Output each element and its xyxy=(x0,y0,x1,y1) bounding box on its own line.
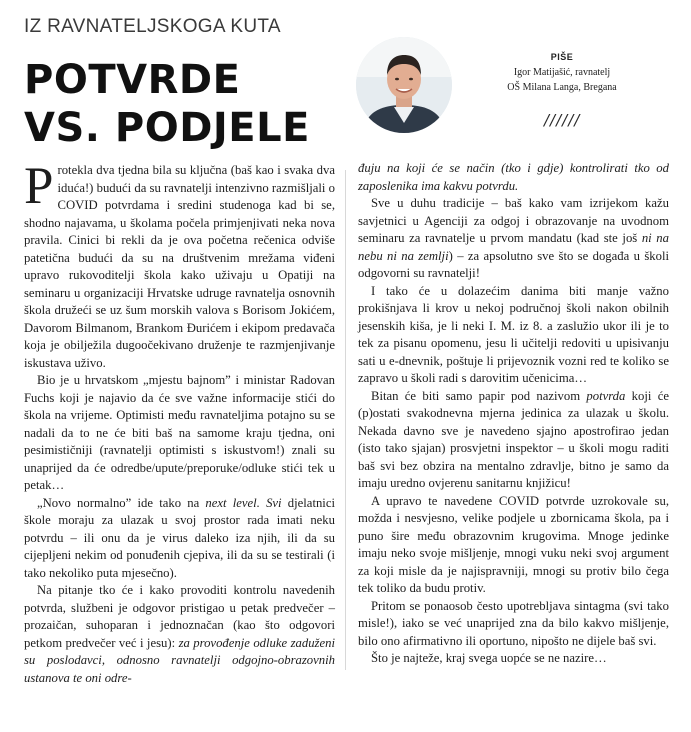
paragraph-text: Na pitanje tko će i kako provoditi kontrolu navedenih potvrda, službeni je odgovor pristigao u petak predvečer – prozaičan, suhoparan i jednoznačan (kao što odgovori petkom predvečer već i jesu): xyxy=(24,583,335,650)
column-divider xyxy=(345,170,346,670)
article-paragraph xyxy=(358,160,669,195)
article-paragraph xyxy=(24,582,335,687)
headline-line-2: VS. PODJELE xyxy=(24,105,310,151)
paragraph-text: ) – za apsolutno sve što se događa u školi odgovorni su ravnatelji! xyxy=(358,248,669,280)
article-column-left xyxy=(24,157,335,687)
emphasis-text: za provođenje odluke zaduženi su poslodavci, odnosno ravnatelji odgojno-obrazovnih ustanova te oni odre- xyxy=(24,635,335,685)
emphasis-text: potvrda xyxy=(586,388,626,403)
drop-cap: P xyxy=(24,157,54,215)
article-paragraph xyxy=(358,195,669,283)
paragraph-text: Bitan će biti samo papir pod nazivom xyxy=(371,388,587,403)
article-paragraph xyxy=(24,495,335,583)
byline-school: OŠ Milana Langa, Bregana xyxy=(507,82,617,93)
headline xyxy=(24,56,310,152)
article-paragraph: Što je najteže, kraj svega uopće se ne nazire… xyxy=(371,651,607,665)
headline-line-1: POTVRDE xyxy=(24,57,241,103)
article-column-right xyxy=(358,160,669,668)
article-paragraph: A upravo te navedene COVID potvrde uzrokovale su, možda i nesvjesno, velike podjele u zbornicama škola, pa i puno šire među obrazovnim krugovima. Mnoge jedinke imaju neko svoje mišljenje, mnogi vuku neki svoj argument za koji misle da je najispravniji, mnogi su protiv bilo čega tek toliko da budu protiv. xyxy=(358,493,669,595)
decorative-slashes: ////// xyxy=(544,111,581,129)
paragraph-text: rotekla dva tjedna bila su ključna (baš kao i svaka dva iduća!) budući da su ravnatelji intenzivno razmišljali o COVID potvrdama i sredini studenoga kad bi se, shodno najavama, u školama počela primjenjivati neka nova pravila. Cinici bi rekli da je ova početna rečenica odviše patetična budući da su na društvenim mrežama viđeni upravo rukovoditelji škola kako uživaju u Opatiji na seminaru u organizaciji Hrvatske udruge ravnatelja osnovnih škola družeći se uz šum morskih valova s Borisom Jokićem, Davorom Bilmanom, Brankom Đurićem i ekipom predavača koja je obilježila dugoočekivano druženje te razmjenjivanje iskustava uživo. xyxy=(24,163,335,370)
byline-author: Igor Matijašić, ravnatelj xyxy=(513,67,611,78)
section-label: IZ RAVNATELJSKOGA KUTA xyxy=(24,16,281,37)
paragraph-text: Sve u duhu tradicije – baš kako vam izrijekom kažu savjetnici u Agenciji za odgoj i obrazovanje na uvodnom seminaru za ravnatelje u prvom mandatu (kad ste još xyxy=(358,196,669,245)
author-photo xyxy=(356,37,452,133)
paragraph-text: „Novo normalno” ide tako na xyxy=(37,495,206,510)
article-paragraph: Bio je u hrvatskom „mjestu bajnom” i ministar Radovan Fuchs koji je najavio da će sve važne informacije stići do škola na vrijeme. Optimisti među ravnateljima potajno su se nadali da to ne će biti baš na samome kraju tjedna, oni pesimističniji (ravnatelji optimisti s iskustvom!) znali su unaprijed da će odredbe/upute/preporuke/odluke stići tek u petak… xyxy=(24,373,335,492)
byline xyxy=(462,50,662,95)
byline-label: PIŠE xyxy=(550,52,574,62)
emphasis-text: next level. Svi xyxy=(205,495,282,510)
article-paragraph xyxy=(24,157,335,372)
article-paragraph: I tako će u dolazećim danima biti manje važno prokišnjava li krov u nekoj područnoj školi nakon obilnih jesenskih kiša, je li neki I. M. iz 8. a zaslužio ukor ili je to tek za pisanu opomenu, jesu li učitelji redoviti u upisivanju sati u e-dnevnik, poštuje li prijevoznik vozni red te koliko se zapravo u školi radi s darovitim učenicima… xyxy=(358,283,669,385)
paragraph-text: djelatnici škole moraju za ulazak u svoj prostor rada imati neku potvrdu – ili onu da je virus daleko iza njih, ili da su cijepljeni nekim od ponuđenih cjepiva, ili da su se testirali (i tako nekoliko puta mjesečno). xyxy=(24,495,335,580)
article-paragraph xyxy=(358,388,669,493)
paragraph-text: koji će (p)ostati svakodnevna mjerna jedinica za ulazak u školu. Nekada davno sve je navedeno sjajno apostrofirao jedan (isto tako sjajan) prosvjetni inspektor – u školi mogu raditi baš svi bez obzira na mentalno zdravlje, bitno je samo da imaju uredno ovjerenu sanitarnu knjižicu! xyxy=(358,388,669,490)
article-paragraph: Pritom se ponaosob često upotrebljava sintagma (svi tako misle!), iako se već unaprijed zna da bilo kakvo mišljenje, bilo ono afirmativno ili oportuno, nipošto ne dijele baš svi. xyxy=(358,598,669,648)
emphasis-text: đuju na koji će se način (tko i gdje) kontrolirati tko od zaposlenika ima kakvu potvrdu. xyxy=(358,161,669,193)
emphasis-text: ni na nebu ni na zemlji xyxy=(358,231,669,263)
